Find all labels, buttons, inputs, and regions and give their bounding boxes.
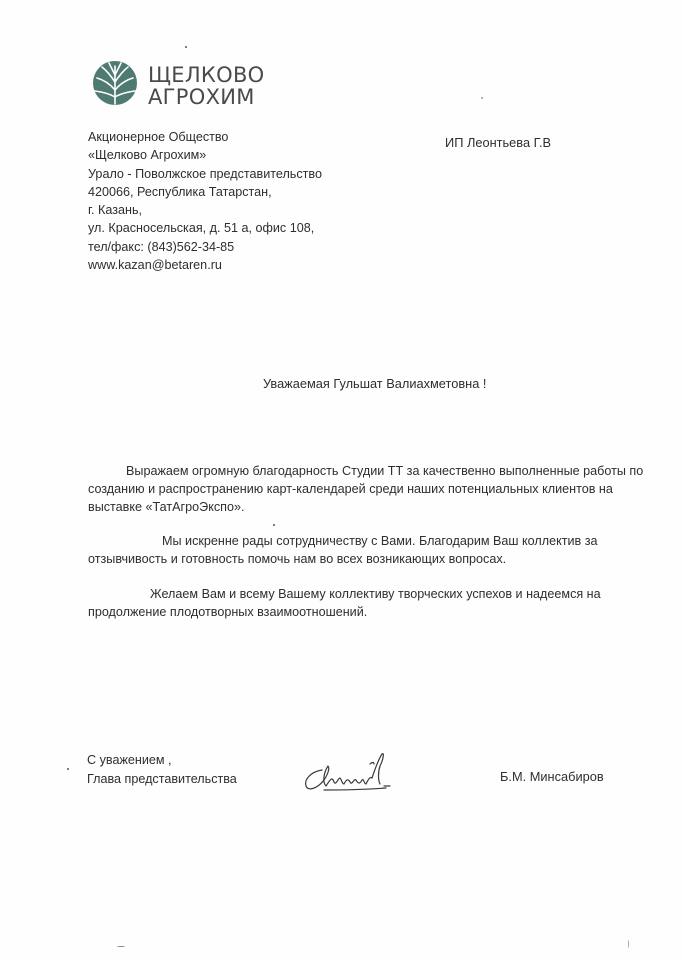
logo-line-2: АГРОХИМ bbox=[148, 85, 255, 109]
sender-line: www.kazan@betaren.ru bbox=[88, 258, 222, 273]
paragraph-line: продолжение плодотворных взаимоотношений. bbox=[88, 605, 368, 619]
scan-speck bbox=[273, 524, 275, 526]
sender-line: ул. Красносельская, д. 51 а, офис 108, bbox=[88, 221, 315, 236]
sender-line: г. Казань, bbox=[88, 203, 143, 218]
signer-name: Б.М. Минсабиров bbox=[500, 769, 604, 784]
handwritten-signature bbox=[300, 750, 410, 798]
sender-line: тел/факс: (843)562-34-85 bbox=[88, 239, 235, 254]
salutation: Уважаемая Гульшат Валиахметовна ! bbox=[263, 376, 487, 391]
sender-line: Акционерное Общество bbox=[88, 130, 229, 144]
scan-speck bbox=[117, 946, 125, 947]
company-logo bbox=[92, 60, 312, 112]
logo-line-1: ЩЕЛКОВО bbox=[148, 63, 265, 87]
closing-block bbox=[87, 751, 237, 789]
scan-speck bbox=[185, 46, 187, 48]
paragraph-line: Мы искренне рады сотрудничеству с Вами. Благодарим Ваш коллектив за bbox=[162, 534, 598, 548]
scan-speck bbox=[628, 940, 629, 948]
leaf-circle-icon bbox=[92, 60, 138, 106]
body-paragraph-2 bbox=[88, 532, 598, 568]
recipient: ИП Леонтьева Г.В bbox=[445, 135, 552, 150]
sender-line: Урало - Поволжское представительство bbox=[88, 166, 322, 181]
paragraph-line: отзывчивость и готовность помочь нам во всех возникающих вопросах. bbox=[88, 552, 507, 566]
paragraph-line: Желаем Вам и всему Вашему коллективу творческих успехов и надеемся на bbox=[150, 587, 601, 601]
body-paragraph-3 bbox=[88, 585, 601, 621]
sender-address-block bbox=[88, 128, 322, 274]
paragraph-line: Выражаем огромную благодарность Студии ТТ за качественно выполненные работы по bbox=[126, 464, 644, 478]
sender-line: «Щелково Агрохим» bbox=[88, 148, 207, 163]
scan-speck bbox=[481, 97, 483, 99]
paragraph-line: выставке «ТатАгроЭкспо». bbox=[88, 500, 245, 514]
paragraph-line: созданию и распространению карт-календарей среди наших потенциальных клиентов на bbox=[88, 482, 613, 496]
body-paragraph-1 bbox=[88, 462, 643, 516]
closing-title: Глава представительства bbox=[87, 772, 237, 786]
sender-line: 420066, Республика Татарстан, bbox=[88, 184, 272, 199]
scan-speck bbox=[67, 768, 69, 770]
closing-regards: С уважением , bbox=[87, 753, 172, 767]
